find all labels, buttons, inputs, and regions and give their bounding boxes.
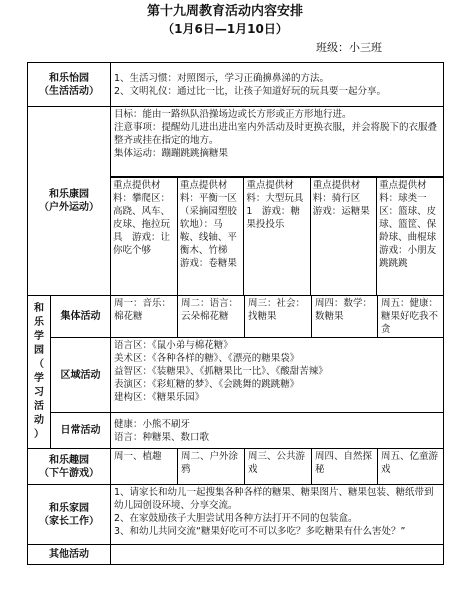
material-cell: 重点提供材料：球类一区：篮球、皮球、篮筐、保龄球、曲棍球 游戏：小朋友跳跳跳: [377, 178, 443, 296]
study-group-row: [28, 296, 444, 338]
area-line: 建构区：《糖果乐园》: [114, 392, 205, 403]
group-day-cell: 周三：社会：找糖果: [245, 296, 312, 338]
daily-activity-label: 日常活动: [51, 413, 111, 449]
area-line: 语言区：《鼠小弟与棉花糖》: [114, 340, 233, 351]
page-title: 第十九周教育活动内容安排: [146, 4, 303, 19]
game-day-cell: 周二、户外涂鸦: [178, 449, 245, 485]
home-line: 3、和幼儿共同交流“糖果好吃可不可以多吃？多吃糖果有什么害处？”: [114, 526, 406, 537]
outdoor-note: 注意事项：提醒幼儿进出进出室内外活动及时更换衣服，并会将脱下的衣服叠整齐或挂在指定的地方。: [114, 122, 438, 146]
life-line: 2、文明礼仪：通过比一比，让孩子知道好玩的玩具要一起分享。: [114, 85, 387, 97]
group-activity-label: 集体活动: [51, 296, 111, 338]
game-day-cell: 周四、自然探秘: [312, 449, 378, 485]
material-cell: 重点提供材料：骑行区 游戏：运糖果: [310, 178, 376, 296]
life-line: 1、生活习惯：对照图示，学习正确擤鼻涕的方法。: [114, 72, 330, 84]
game-day-cell: 周三、公共游戏: [245, 449, 312, 485]
daily-content: [111, 413, 444, 449]
home-line: 2、在家鼓励孩子大胆尝试用各种方法打开不同的包装盒。: [114, 513, 358, 524]
study-area-row: [28, 338, 444, 413]
other-header: 其他活动: [28, 545, 111, 565]
outdoor-content: [111, 107, 444, 177]
games-header: 和乐趣园 （下午游戏）: [28, 449, 111, 485]
outdoor-materials: [111, 177, 444, 296]
outdoor-header: 和乐康园 （户外运动）: [28, 107, 111, 296]
outdoor-row: [28, 107, 444, 177]
home-line: 1、请家长和幼儿一起搜集各种各样的糖果、糖果图片、糖果包装、糖纸带到幼儿园创设环境、分享交流。: [114, 487, 434, 511]
life-content: [111, 63, 444, 107]
home-content: [111, 485, 444, 545]
game-day-cell: 周五、亿童游戏: [378, 449, 444, 485]
other-row: [28, 545, 444, 565]
page-subtitle: （1月6日—1月10日）: [162, 22, 288, 36]
group-day-cell: 周一：音乐：棉花糖: [111, 296, 178, 338]
material-cell: 重点提供材料：平衡一区（采摘园塑胶软地）：马鞍、线轴、平衡木、竹梯 游戏：卷糖果: [177, 178, 243, 296]
material-cell: 重点提供材料：大型玩具1 游戏：糖果投投乐: [244, 178, 310, 296]
area-line: 表演区：《彩虹糖的梦》、《会跳舞的跳跳糖》: [114, 379, 300, 390]
group-day-cell: 周五：健康：糖果好吃我不贪: [378, 296, 444, 338]
study-header: 和 乐 学 园 （ 学 习 活 动 ）: [28, 296, 51, 449]
outdoor-goal: 目标：能由一路纵队沿操场边或长方形或正方形地行进。: [114, 109, 352, 120]
daily-line: 语言：种糖果、数口歌: [114, 431, 210, 443]
daily-line: 健康：小熊不刷牙: [114, 418, 191, 430]
schedule-table: [27, 62, 444, 565]
life-row: [28, 63, 444, 107]
home-header: 和乐家园 （家长工作）: [28, 485, 111, 545]
area-line: 美术区：《各种各样的糖》、《漂亮的糖果袋》: [114, 353, 300, 364]
home-row: [28, 485, 444, 545]
area-activity-label: 区域活动: [51, 338, 111, 413]
other-content: [111, 545, 444, 565]
group-day-cell: 周四：数学：数糖果: [312, 296, 378, 338]
class-label: 班级：小三班: [316, 41, 382, 54]
material-cell: 重点提供材料：攀爬区：高跷、风车、皮球、拖拉玩具 游戏：让你吃个够: [113, 180, 171, 256]
games-row: [28, 449, 444, 485]
game-day-cell: 周一、植趣: [111, 449, 178, 485]
outdoor-group: 集体运动：蹦蹦跳跳摘糖果: [114, 148, 229, 159]
life-header: 和乐怡园 （生活活动）: [28, 63, 111, 107]
area-line: 益智区：《装糖果》、《抓糖果比一比》、《酸甜苦辣》: [114, 366, 328, 377]
group-day-cell: 周二：语言：云朵棉花糖: [178, 296, 245, 338]
study-daily-row: [28, 413, 444, 449]
area-content: [111, 338, 444, 413]
